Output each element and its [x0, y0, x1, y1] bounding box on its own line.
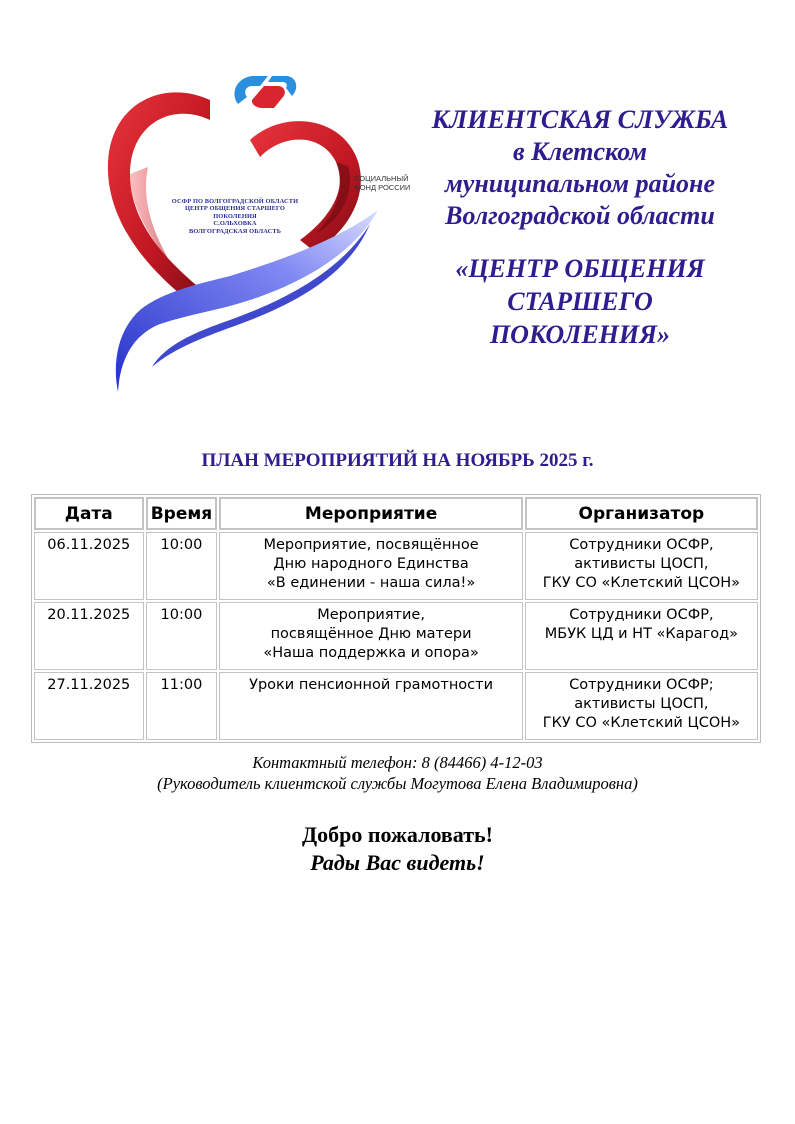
header-date: Дата — [34, 497, 144, 530]
event-line: «Наша поддержка и опора» — [263, 645, 479, 661]
cell-time: 11:00 — [146, 672, 218, 740]
brand-line-2: ФОНД РОССИИ — [354, 183, 411, 192]
events-table — [31, 494, 761, 743]
organizer-line: активисты ЦОСП, — [574, 556, 709, 572]
cell-event — [219, 602, 522, 670]
organizer-line: активисты ЦОСП, — [574, 696, 709, 712]
page-title — [390, 104, 770, 351]
logo-organization-text — [160, 198, 310, 235]
welcome-line-1: Добро пожаловать! — [301, 822, 494, 847]
cell-event — [219, 532, 522, 600]
service-line: Волгоградской области — [445, 201, 715, 230]
center-name — [390, 252, 770, 351]
event-line: Мероприятие, — [317, 607, 425, 623]
event-line: «В единении - наша сила!» — [266, 575, 476, 591]
event-line: Уроки пенсионной грамотности — [249, 677, 494, 693]
welcome-line-2: Рады Вас видеть! — [310, 850, 485, 875]
org-line: ПОКОЛЕНИЯ — [213, 212, 257, 220]
header-time: Время — [146, 497, 218, 530]
center-line: «ЦЕНТР ОБЩЕНИЯ — [455, 254, 705, 283]
organizer-line: МБУК ЦД и НТ «Карагод» — [544, 626, 739, 642]
event-line: Мероприятие, посвящённое — [263, 537, 479, 553]
center-line: СТАРШЕГО — [507, 287, 653, 316]
table-row — [34, 602, 758, 670]
table-header-row — [34, 497, 758, 530]
organizer-line: ГКУ СО «Клетский ЦСОН» — [542, 575, 741, 591]
cell-date: 27.11.2025 — [34, 672, 144, 740]
event-line: посвящённое Дню матери — [270, 626, 472, 642]
contact-info — [0, 752, 795, 794]
header-organizer: Организатор — [525, 497, 758, 530]
organizer-line: ГКУ СО «Клетский ЦСОН» — [542, 715, 741, 731]
organizer-line: Сотрудники ОСФР, — [569, 537, 714, 553]
organizer-line: Сотрудники ОСФР, — [569, 607, 714, 623]
table-row — [34, 672, 758, 740]
header-event: Мероприятие — [219, 497, 522, 530]
event-line: Дню народного Единства — [273, 556, 469, 572]
service-line: КЛИЕНТСКАЯ СЛУЖБА — [431, 105, 729, 134]
sfr-brand-mark — [234, 76, 296, 108]
cell-time: 10:00 — [146, 602, 218, 670]
welcome-message — [0, 821, 795, 877]
plan-heading: ПЛАН МЕРОПРИЯТИЙ НА НОЯБРЬ 2025 г. — [201, 450, 594, 471]
service-line: муниципальном районе — [444, 169, 716, 198]
org-line: ОСФР ПО ВОЛГОГРАДСКОЙ ОБЛАСТИ — [171, 198, 299, 205]
cell-organizer — [525, 532, 758, 600]
cell-date: 20.11.2025 — [34, 602, 144, 670]
brand-line-1: СОЦИАЛЬНЫЙ — [354, 174, 409, 183]
org-line: ЦЕНТР ОБЩЕНИЯ СТАРШЕГО — [184, 205, 286, 213]
cell-organizer — [525, 672, 758, 740]
contact-manager: (Руководитель клиентской службы Могутова Елена Владимировна) — [157, 774, 638, 793]
cell-event — [219, 672, 522, 740]
service-title — [390, 104, 770, 232]
cell-date: 06.11.2025 — [34, 532, 144, 600]
table-row — [34, 532, 758, 600]
service-line: в Клетском — [512, 137, 648, 166]
org-line: ВОЛГОГРАДСКАЯ ОБЛАСТЬ — [188, 227, 282, 235]
org-line: С.ОЛЬХОВКА — [213, 220, 257, 228]
center-line: ПОКОЛЕНИЯ» — [489, 320, 671, 349]
contact-phone: Контактный телефон: 8 (84466) 4-12-03 — [252, 753, 543, 772]
cell-time: 10:00 — [146, 532, 218, 600]
cell-organizer — [525, 602, 758, 670]
organizer-line: Сотрудники ОСФР; — [569, 677, 714, 693]
